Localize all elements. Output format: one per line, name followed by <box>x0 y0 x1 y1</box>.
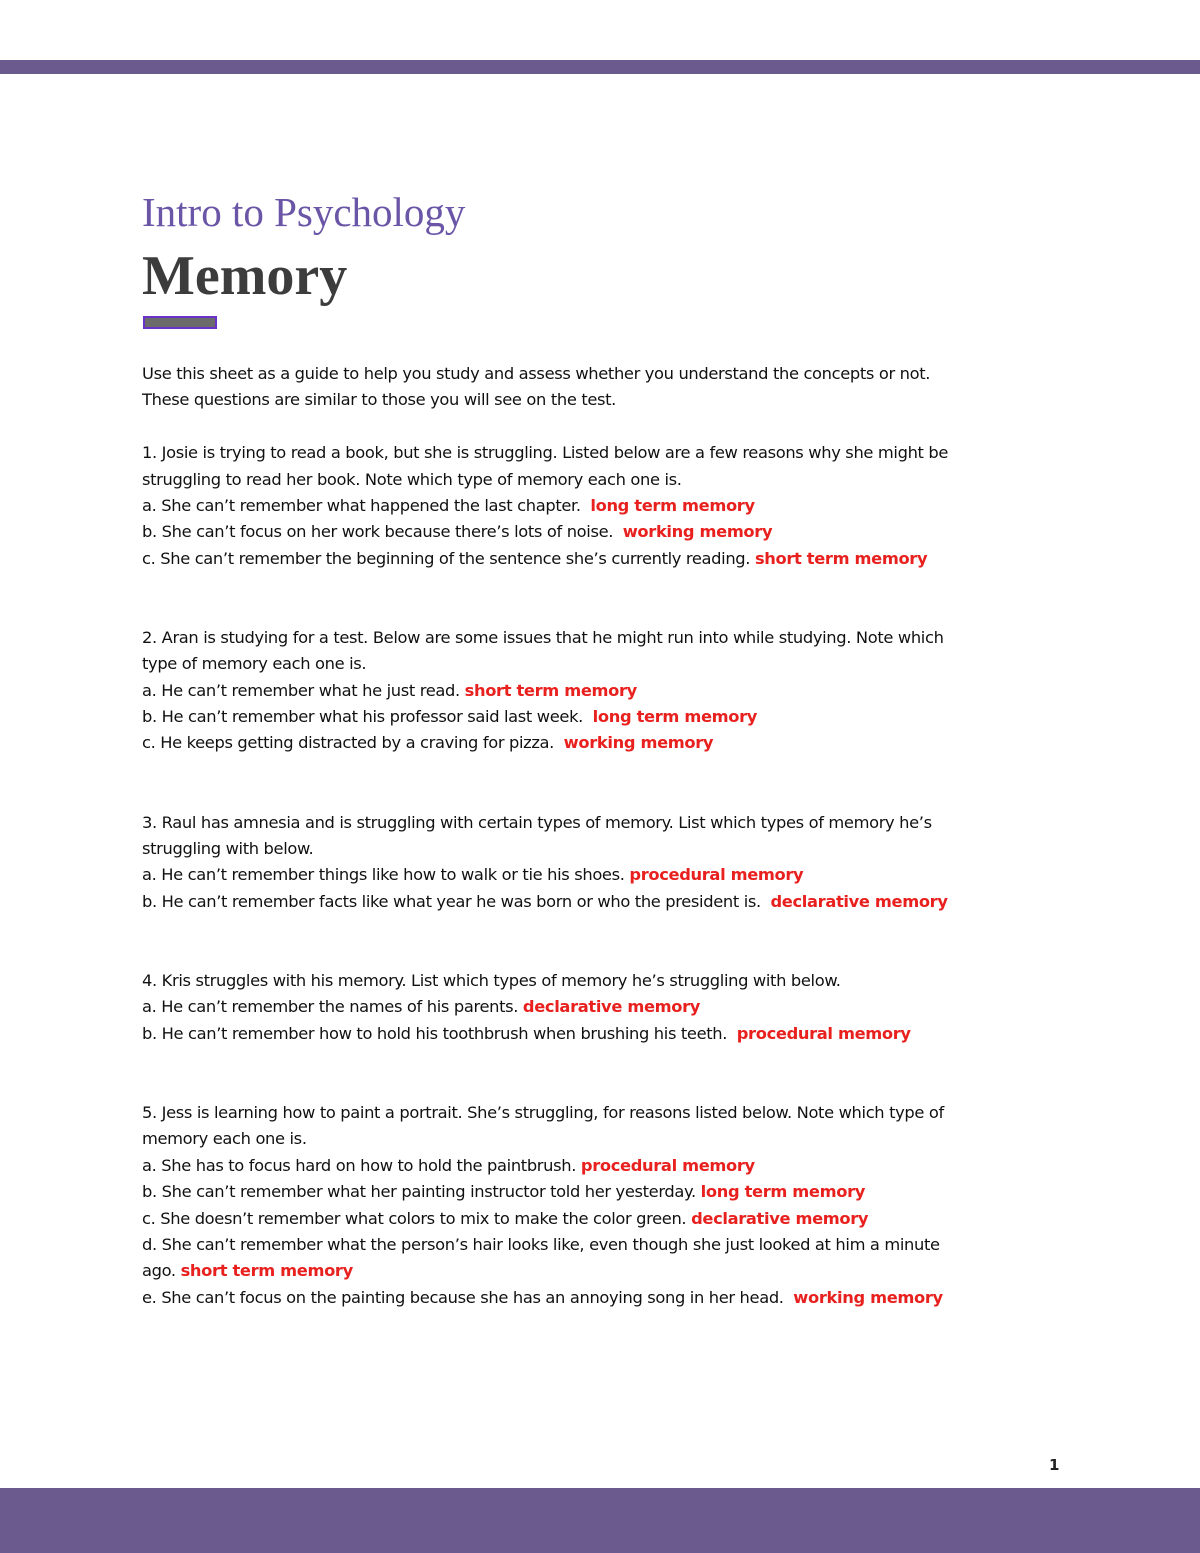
question-5 <box>142 1100 1062 1311</box>
question-item <box>142 730 1062 756</box>
question-item <box>142 994 1062 1020</box>
item-text: b. She can’t remember what her painting instructor told her yesterday. <box>142 1182 696 1202</box>
item-text: a. He can’t remember the names of his parents. <box>142 997 519 1017</box>
item-answer: short term memory <box>180 1261 353 1281</box>
bottom-decorative-band <box>0 1488 1200 1553</box>
question-prompt: type of memory each one is. <box>142 654 367 674</box>
item-answer: long term memory <box>590 495 755 515</box>
question-prompt: 3. Raul has amnesia and is struggling with certain types of memory. List which types of memory he’s <box>142 812 932 832</box>
item-text: c. She can’t remember the beginning of the sentence she’s currently reading. <box>142 548 751 568</box>
question-item-continued <box>142 1258 1062 1284</box>
item-answer: procedural memory <box>629 865 804 885</box>
question-prompt: 1. Josie is trying to read a book, but she is struggling. Listed below are a few reasons why she might be <box>142 443 949 463</box>
item-text: e. She can’t focus on the painting because she has an annoying song in her head. <box>142 1287 784 1307</box>
item-answer: declarative memory <box>770 891 948 911</box>
question-item <box>142 1153 1062 1179</box>
question-prompt: 2. Aran is studying for a test. Below are some issues that he might run into while studying. Note which <box>142 627 944 647</box>
question-prompt: 5. Jess is learning how to paint a portrait. She’s struggling, for reasons listed below. Note which type of <box>142 1103 944 1122</box>
question-item <box>142 1232 1062 1258</box>
item-answer: declarative memory <box>691 1208 869 1228</box>
item-answer: procedural memory <box>736 1023 911 1043</box>
question-item <box>142 1021 1062 1047</box>
item-text: b. He can’t remember what his professor said last week. <box>142 707 583 727</box>
item-text: c. She doesn’t remember what colors to mix to make the color green. <box>142 1208 687 1228</box>
question-item <box>142 1179 1062 1205</box>
item-answer: long term memory <box>700 1182 866 1202</box>
item-text: b. She can’t focus on her work because there’s lots of noise. <box>142 522 614 542</box>
item-text: a. He can’t remember things like how to walk or tie his shoes. <box>142 865 625 885</box>
item-answer: working memory <box>563 733 714 753</box>
question-item <box>142 519 1062 545</box>
item-answer: long term memory <box>592 707 758 727</box>
page-number: 1 <box>1049 1456 1060 1474</box>
intro-line: These questions are similar to those you will see on the test. <box>142 390 617 410</box>
top-decorative-band <box>0 60 1200 74</box>
title-accent-bar <box>143 316 217 329</box>
item-answer: short term memory <box>754 548 928 568</box>
question-3 <box>142 810 1062 916</box>
item-answer: short term memory <box>464 680 637 700</box>
question-prompt: struggling to read her book. Note which type of memory each one is. <box>142 469 682 489</box>
item-text: b. He can’t remember facts like what year he was born or who the president is. <box>142 891 761 911</box>
question-item <box>142 1206 1062 1232</box>
question-item <box>142 493 1062 519</box>
question-item <box>142 704 1062 730</box>
document-title: Memory <box>142 245 348 307</box>
question-2 <box>142 625 1062 757</box>
item-answer: procedural memory <box>580 1155 755 1175</box>
item-text: a. She can’t remember what happened the last chapter. <box>142 495 581 515</box>
question-item <box>142 862 1062 888</box>
question-item <box>142 1285 1062 1311</box>
item-text: a. He can’t remember what he just read. <box>142 680 460 700</box>
question-item <box>142 889 1062 915</box>
item-text: d. She can’t remember what the person’s hair looks like, even though she just looked at him a minute <box>142 1234 940 1254</box>
item-text: b. He can’t remember how to hold his toothbrush when brushing his teeth. <box>142 1023 728 1043</box>
question-prompt: struggling with below. <box>142 839 314 859</box>
intro-line: Use this sheet as a guide to help you study and assess whether you understand the concepts or not. <box>142 364 931 383</box>
worksheet-body <box>142 361 1062 1311</box>
item-text: a. She has to focus hard on how to hold the paintbrush. <box>142 1155 577 1175</box>
question-prompt: 4. Kris struggles with his memory. List which types of memory he’s struggling with below. <box>142 971 841 991</box>
question-4 <box>142 968 1062 1047</box>
question-prompt: memory each one is. <box>142 1129 307 1149</box>
document-subtitle: Intro to Psychology <box>142 189 466 235</box>
item-answer: working memory <box>622 522 773 542</box>
item-text: c. He keeps getting distracted by a craving for pizza. <box>142 733 555 753</box>
question-1 <box>142 440 1062 572</box>
item-answer: working memory <box>793 1287 943 1307</box>
question-item <box>142 546 1062 572</box>
item-text: ago. <box>142 1261 176 1281</box>
item-answer: declarative memory <box>522 997 701 1017</box>
question-item <box>142 678 1062 704</box>
